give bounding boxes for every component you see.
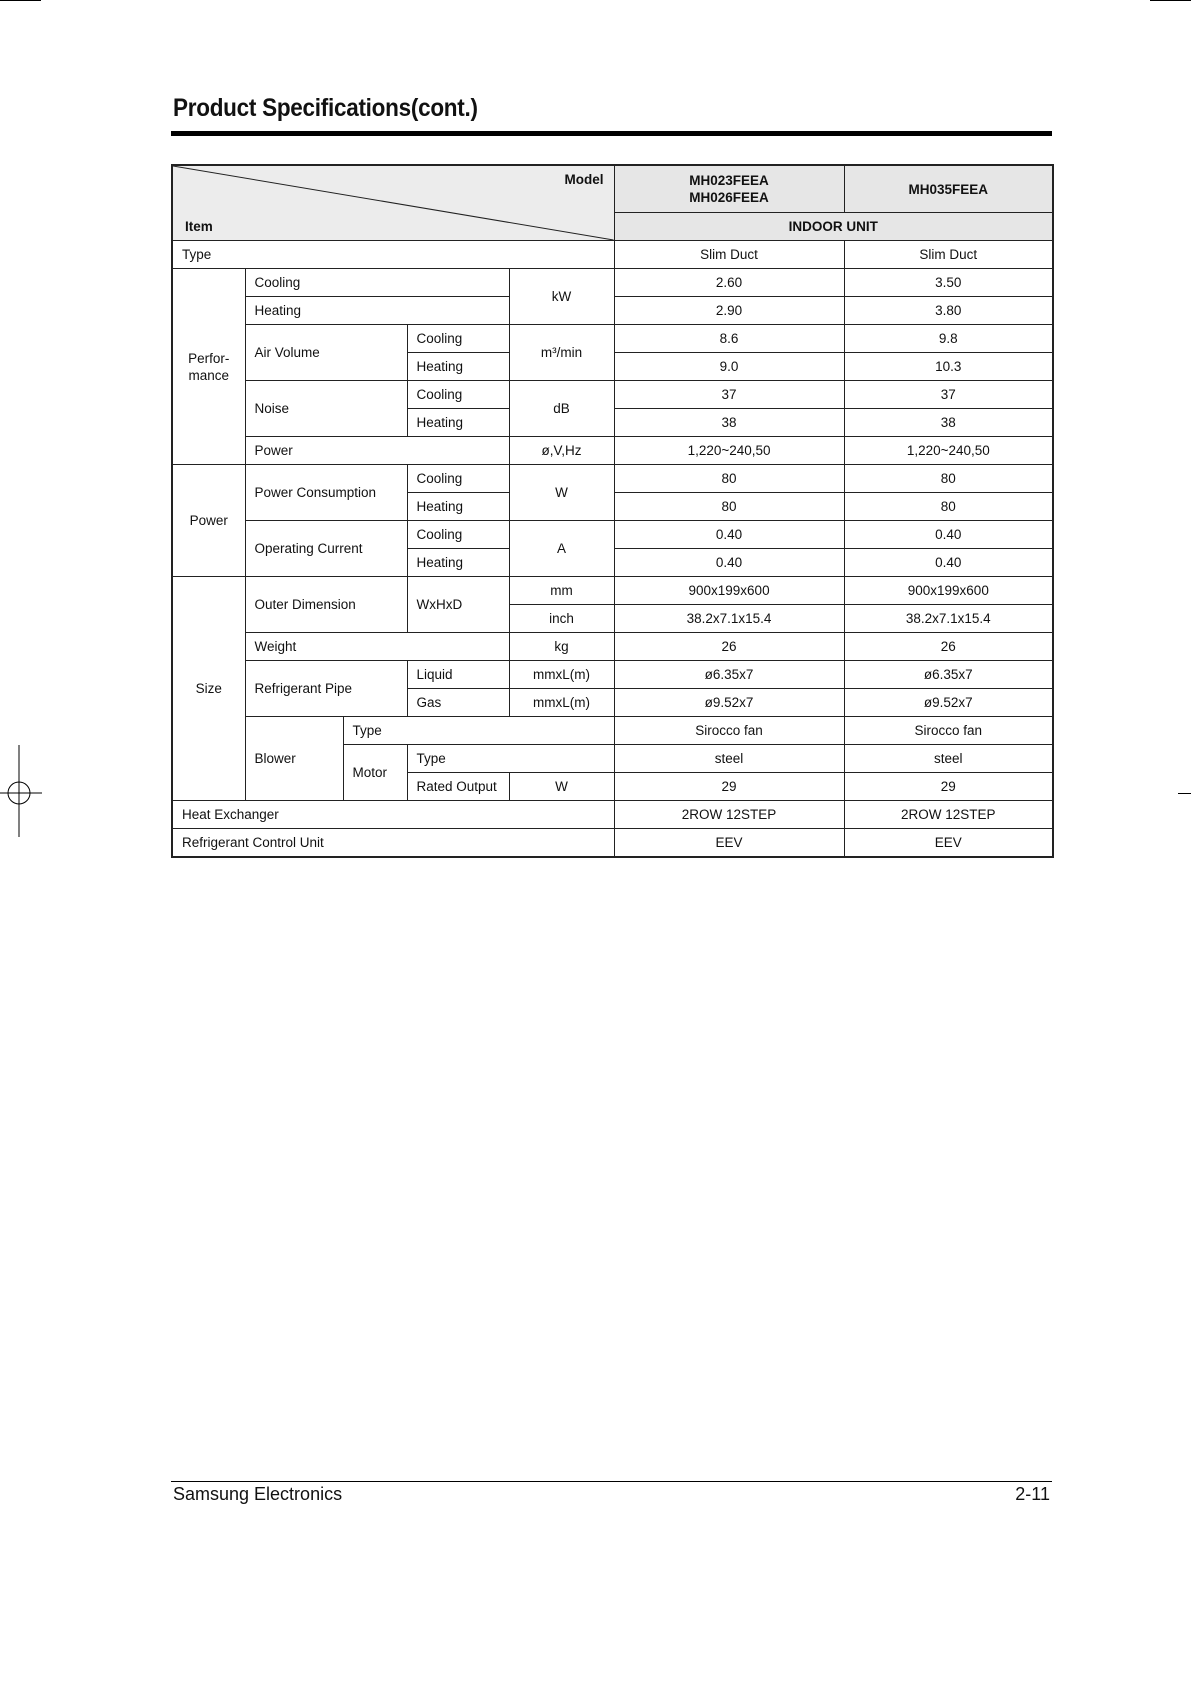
label-gas: Gas bbox=[407, 689, 509, 717]
unit-m3min: m³/min bbox=[509, 325, 614, 381]
header-row-model bbox=[172, 165, 1053, 213]
label-motor: Motor bbox=[343, 745, 407, 801]
label-rated-output: Rated Output bbox=[407, 773, 509, 801]
row-pc-cooling bbox=[172, 465, 1053, 493]
model-col1: MH023FEEA MH026FEEA bbox=[614, 165, 844, 213]
group-size: Size bbox=[172, 577, 245, 801]
value-rated-output-1: 29 bbox=[614, 773, 844, 801]
value-oc-cooling-1: 0.40 bbox=[614, 521, 844, 549]
label-motor-type: Type bbox=[407, 745, 614, 773]
label-wxhxd: WxHxD bbox=[407, 577, 509, 633]
footer-rule bbox=[171, 1481, 1052, 1482]
crop-mark-right bbox=[1178, 793, 1191, 794]
label-air-heating: Heating bbox=[407, 353, 509, 381]
label-operating-current: Operating Current bbox=[245, 521, 407, 577]
label-blower-type: Type bbox=[343, 717, 614, 745]
value-type-1: Slim Duct bbox=[614, 241, 844, 269]
unit-inch: inch bbox=[509, 605, 614, 633]
value-pc-cooling-2: 80 bbox=[844, 465, 1053, 493]
unit-power: ø,V,Hz bbox=[509, 437, 614, 465]
label-heating: Heating bbox=[245, 297, 509, 325]
title-rule bbox=[171, 131, 1052, 136]
label-power: Power bbox=[245, 437, 509, 465]
label-cooling: Cooling bbox=[245, 269, 509, 297]
unit-pipe-liquid: mmxL(m) bbox=[509, 661, 614, 689]
crop-mark-top-right bbox=[1150, 0, 1191, 1]
label-heat-exchanger: Heat Exchanger bbox=[172, 801, 614, 829]
value-cap-heating-1: 2.90 bbox=[614, 297, 844, 325]
row-blower-type bbox=[172, 717, 1053, 745]
item-label: Item bbox=[185, 219, 213, 234]
value-weight-2: 26 bbox=[844, 633, 1053, 661]
label-type: Type bbox=[172, 241, 614, 269]
row-refrigerant-control bbox=[172, 829, 1053, 858]
value-heat-exchanger-1: 2ROW 12STEP bbox=[614, 801, 844, 829]
page-number: 2-11 bbox=[1015, 1484, 1050, 1504]
value-dim-inch-1: 38.2x7.1x15.4 bbox=[614, 605, 844, 633]
label-oc-heating: Heating bbox=[407, 549, 509, 577]
unit-a: A bbox=[509, 521, 614, 577]
value-heat-exchanger-2: 2ROW 12STEP bbox=[844, 801, 1053, 829]
label-pc-cooling: Cooling bbox=[407, 465, 509, 493]
model-label: Model bbox=[564, 172, 604, 187]
group-performance: Perfor- mance bbox=[172, 269, 245, 465]
value-power-1: 1,220~240,50 bbox=[614, 437, 844, 465]
label-refrigerant-pipe: Refrigerant Pipe bbox=[245, 661, 407, 717]
value-cap-heating-2: 3.80 bbox=[844, 297, 1053, 325]
unit-rated-output: W bbox=[509, 773, 614, 801]
unit-kw: kW bbox=[509, 269, 614, 325]
label-weight: Weight bbox=[245, 633, 509, 661]
value-noise-heating-1: 38 bbox=[614, 409, 844, 437]
row-oc-cooling bbox=[172, 521, 1053, 549]
value-pipe-liquid-2: ø6.35x7 bbox=[844, 661, 1053, 689]
label-noise: Noise bbox=[245, 381, 407, 437]
value-blower-type-1: Sirocco fan bbox=[614, 717, 844, 745]
value-pc-heating-1: 80 bbox=[614, 493, 844, 521]
label-air-volume: Air Volume bbox=[245, 325, 407, 381]
row-power bbox=[172, 437, 1053, 465]
value-power-2: 1,220~240,50 bbox=[844, 437, 1053, 465]
registration-mark-icon bbox=[0, 745, 42, 837]
model-col2: MH035FEEA bbox=[844, 165, 1053, 213]
value-air-heating-2: 10.3 bbox=[844, 353, 1053, 381]
row-air-cooling bbox=[172, 325, 1053, 353]
value-pc-cooling-1: 80 bbox=[614, 465, 844, 493]
value-noise-cooling-1: 37 bbox=[614, 381, 844, 409]
value-pipe-gas-1: ø9.52x7 bbox=[614, 689, 844, 717]
value-oc-cooling-2: 0.40 bbox=[844, 521, 1053, 549]
row-weight bbox=[172, 633, 1053, 661]
value-dim-mm-1: 900x199x600 bbox=[614, 577, 844, 605]
row-heat-exchanger bbox=[172, 801, 1053, 829]
value-noise-heating-2: 38 bbox=[844, 409, 1053, 437]
value-blower-type-2: Sirocco fan bbox=[844, 717, 1053, 745]
value-oc-heating-2: 0.40 bbox=[844, 549, 1053, 577]
label-pc-heating: Heating bbox=[407, 493, 509, 521]
row-noise-cooling bbox=[172, 381, 1053, 409]
value-motor-type-1: steel bbox=[614, 745, 844, 773]
label-noise-heating: Heating bbox=[407, 409, 509, 437]
value-refrigerant-control-2: EEV bbox=[844, 829, 1053, 858]
unit-mm: mm bbox=[509, 577, 614, 605]
unit-w: W bbox=[509, 465, 614, 521]
value-cap-cooling-1: 2.60 bbox=[614, 269, 844, 297]
unit-db: dB bbox=[509, 381, 614, 437]
value-air-cooling-2: 9.8 bbox=[844, 325, 1053, 353]
row-cap-cooling bbox=[172, 269, 1053, 297]
value-dim-mm-2: 900x199x600 bbox=[844, 577, 1053, 605]
label-blower: Blower bbox=[245, 717, 343, 801]
value-oc-heating-1: 0.40 bbox=[614, 549, 844, 577]
value-rated-output-2: 29 bbox=[844, 773, 1053, 801]
value-air-heating-1: 9.0 bbox=[614, 353, 844, 381]
row-pipe-liquid bbox=[172, 661, 1053, 689]
unit-kg: kg bbox=[509, 633, 614, 661]
value-air-cooling-1: 8.6 bbox=[614, 325, 844, 353]
unit-pipe-gas: mmxL(m) bbox=[509, 689, 614, 717]
spec-table bbox=[171, 164, 1054, 858]
footer-company: Samsung Electronics bbox=[173, 1484, 343, 1504]
value-dim-inch-2: 38.2x7.1x15.4 bbox=[844, 605, 1053, 633]
group-power: Power bbox=[172, 465, 245, 577]
value-pipe-gas-2: ø9.52x7 bbox=[844, 689, 1053, 717]
label-outer-dimension: Outer Dimension bbox=[245, 577, 407, 633]
header-diagonal-cell bbox=[172, 165, 614, 241]
value-refrigerant-control-1: EEV bbox=[614, 829, 844, 858]
value-noise-cooling-2: 37 bbox=[844, 381, 1053, 409]
crop-mark-top-left bbox=[0, 0, 41, 1]
unit-type: INDOOR UNIT bbox=[614, 213, 1053, 241]
value-type-2: Slim Duct bbox=[844, 241, 1053, 269]
value-pipe-liquid-1: ø6.35x7 bbox=[614, 661, 844, 689]
value-pc-heating-2: 80 bbox=[844, 493, 1053, 521]
value-weight-1: 26 bbox=[614, 633, 844, 661]
label-liquid: Liquid bbox=[407, 661, 509, 689]
label-noise-cooling: Cooling bbox=[407, 381, 509, 409]
row-dim-mm bbox=[172, 577, 1053, 605]
page-title: Product Specifications(cont.) bbox=[173, 94, 478, 122]
diagonal-line bbox=[173, 166, 614, 240]
label-oc-cooling: Cooling bbox=[407, 521, 509, 549]
row-type bbox=[172, 241, 1053, 269]
value-motor-type-2: steel bbox=[844, 745, 1053, 773]
label-power-consumption: Power Consumption bbox=[245, 465, 407, 521]
label-air-cooling: Cooling bbox=[407, 325, 509, 353]
value-cap-cooling-2: 3.50 bbox=[844, 269, 1053, 297]
label-refrigerant-control-unit: Refrigerant Control Unit bbox=[172, 829, 614, 858]
